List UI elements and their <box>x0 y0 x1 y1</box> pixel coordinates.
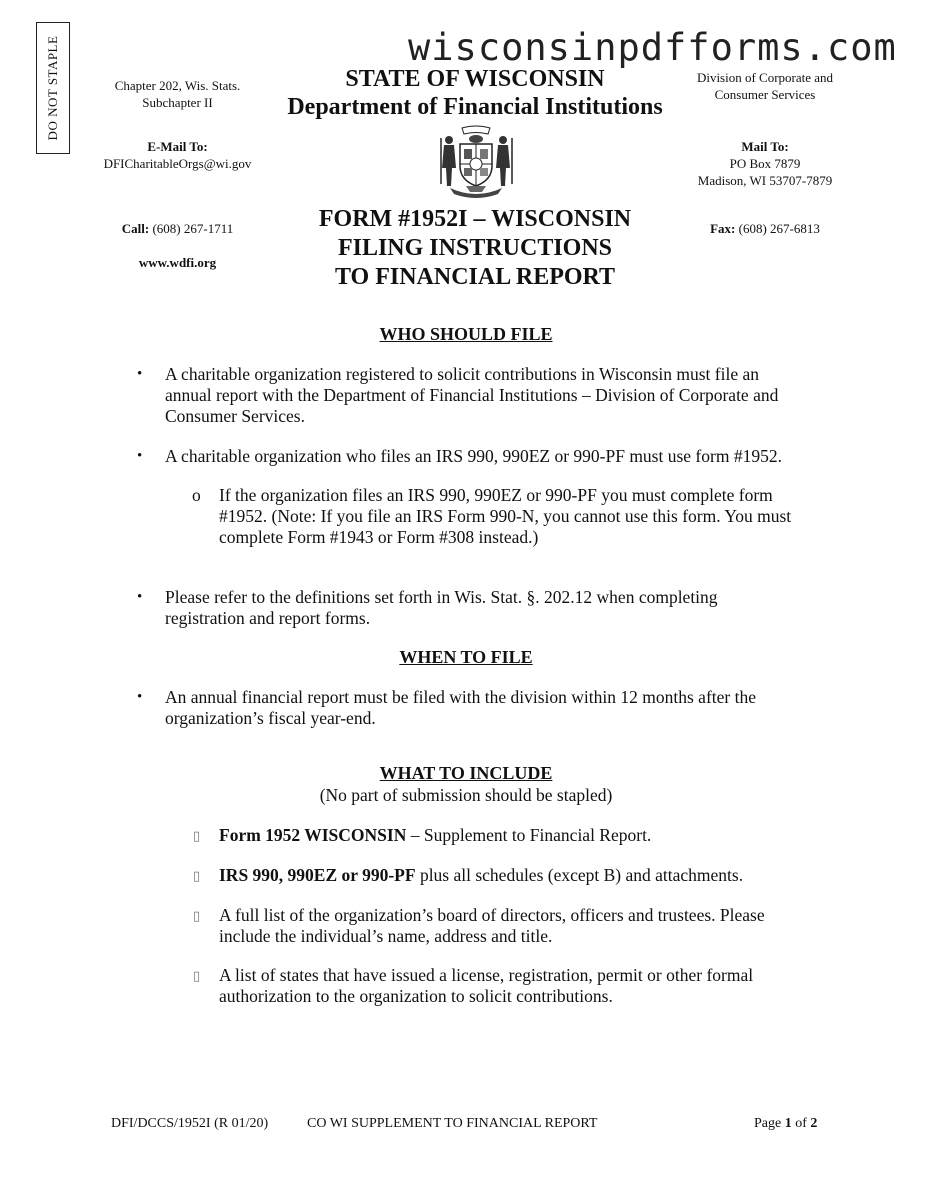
division-line: Consumer Services <box>714 87 816 102</box>
when-to-file-heading: WHEN TO FILE <box>399 647 533 667</box>
item-bold: Form 1952 WISCONSIN <box>219 825 407 845</box>
text-line: Consumer Services. <box>165 406 305 426</box>
text-line: annual report with the Department of Financial Institutions – Division of Corporate and <box>165 385 779 405</box>
subchapter-line: Subchapter II <box>142 95 213 110</box>
call-number: (608) 267-1711 <box>152 221 234 236</box>
include-item-3 <box>219 905 765 947</box>
footer-form-code: DFI/DCCS/1952I (R 01/20) <box>111 1116 269 1131</box>
who-bullet-1 <box>165 364 778 427</box>
who-bullet-2: A charitable organization who files an IRS 990, 990EZ or 990-PF must use form #1952. <box>165 446 782 466</box>
include-item-4 <box>219 965 753 1007</box>
bullet-icon: • <box>137 366 143 382</box>
form-title-line: FILING INSTRUCTIONS <box>337 235 613 261</box>
form-title-line: TO FINANCIAL REPORT <box>334 264 616 290</box>
po-box: PO Box 7879 <box>729 156 801 171</box>
email-label: E-Mail To: <box>147 139 208 154</box>
text-line: An annual financial report must be filed with the division within 12 months after the <box>165 687 756 707</box>
text-line: Please refer to the definitions set forth in Wis. Stat. §. 202.12 when completing <box>165 587 718 607</box>
text-line: organization’s fiscal year-end. <box>165 708 376 728</box>
watermark: wisconsinpdfforms.com <box>408 26 897 69</box>
state-title: STATE OF WISCONSIN <box>345 66 605 92</box>
include-item-2 <box>219 865 743 886</box>
fax-number: (608) 267-6813 <box>738 221 820 236</box>
page-word: Page <box>754 1116 782 1131</box>
include-item-1 <box>219 825 651 846</box>
call-label: Call: <box>121 221 150 236</box>
item-bold: IRS 990, 990EZ or 990-PF <box>219 865 416 885</box>
sub-bullet-icon: o <box>192 485 201 505</box>
department-title: Department of Financial Institutions <box>287 94 663 120</box>
text-line: include the individual’s name, address and title. <box>219 926 553 946</box>
bullet-icon: • <box>137 689 143 705</box>
email-block <box>80 138 275 172</box>
mail-block <box>675 138 855 189</box>
what-to-include-heading: WHAT TO INCLUDE <box>379 763 553 783</box>
when-bullet-1 <box>165 687 756 729</box>
who-bullet-3 <box>165 587 718 629</box>
chapter-line: Chapter 202, Wis. Stats. <box>114 78 241 93</box>
page-current: 1 <box>784 1116 792 1131</box>
email-address: DFICharitableOrgs@wi.gov <box>103 156 252 171</box>
website: www.wdfi.org <box>138 255 217 270</box>
footer-form-name: CO WI SUPPLEMENT TO FINANCIAL REPORT <box>307 1116 598 1131</box>
text-line: A full list of the organization’s board of directors, officers and trustees. Please <box>219 905 765 925</box>
of-word: of <box>795 1116 807 1131</box>
page-total: 2 <box>810 1116 818 1131</box>
city-state-zip: Madison, WI 53707-7879 <box>697 173 833 188</box>
mail-label: Mail To: <box>741 139 789 154</box>
division-name <box>675 69 855 103</box>
footer-page-number <box>754 1116 817 1132</box>
wisconsin-seal-icon <box>436 124 516 200</box>
fax-label: Fax: <box>710 221 736 236</box>
bullet-icon: • <box>137 589 143 605</box>
text-line: If the organization files an IRS 990, 990EZ or 990-PF you must complete form <box>219 485 773 505</box>
checkbox-icon: ▯ <box>193 908 201 923</box>
item-text: plus all schedules (except B) and attachments. <box>415 865 744 885</box>
bullet-icon: • <box>137 448 143 464</box>
do-not-staple-label: DO NOT STAPLE <box>45 35 60 141</box>
who-sub-bullet <box>219 485 791 548</box>
text-line: registration and report forms. <box>165 608 371 628</box>
division-line: Division of Corporate and <box>696 70 834 85</box>
checkbox-icon: ▯ <box>193 828 201 843</box>
do-not-staple-box <box>36 22 70 154</box>
fax-block <box>675 220 855 237</box>
checkbox-icon: ▯ <box>193 868 201 883</box>
text-line: complete Form #1943 or Form #308 instead.) <box>219 527 539 547</box>
text-line: authorization to the organization to solicit contributions. <box>219 986 613 1006</box>
what-to-include-subheading: (No part of submission should be stapled) <box>319 785 613 805</box>
text-line: A charitable organization registered to solicit contributions in Wisconsin must file an <box>165 364 760 384</box>
text-line: A list of states that have issued a license, registration, permit or other formal <box>219 965 754 985</box>
item-text: – Supplement to Financial Report. <box>406 825 652 845</box>
checkbox-icon: ▯ <box>193 968 201 983</box>
who-should-file-heading: WHO SHOULD FILE <box>379 324 553 344</box>
text-line: #1952. (Note: If you file an IRS Form 990-N, you cannot use this form. You must <box>219 506 792 526</box>
form-title <box>225 205 725 292</box>
form-title-line: FORM #1952I – WISCONSIN <box>318 206 632 232</box>
